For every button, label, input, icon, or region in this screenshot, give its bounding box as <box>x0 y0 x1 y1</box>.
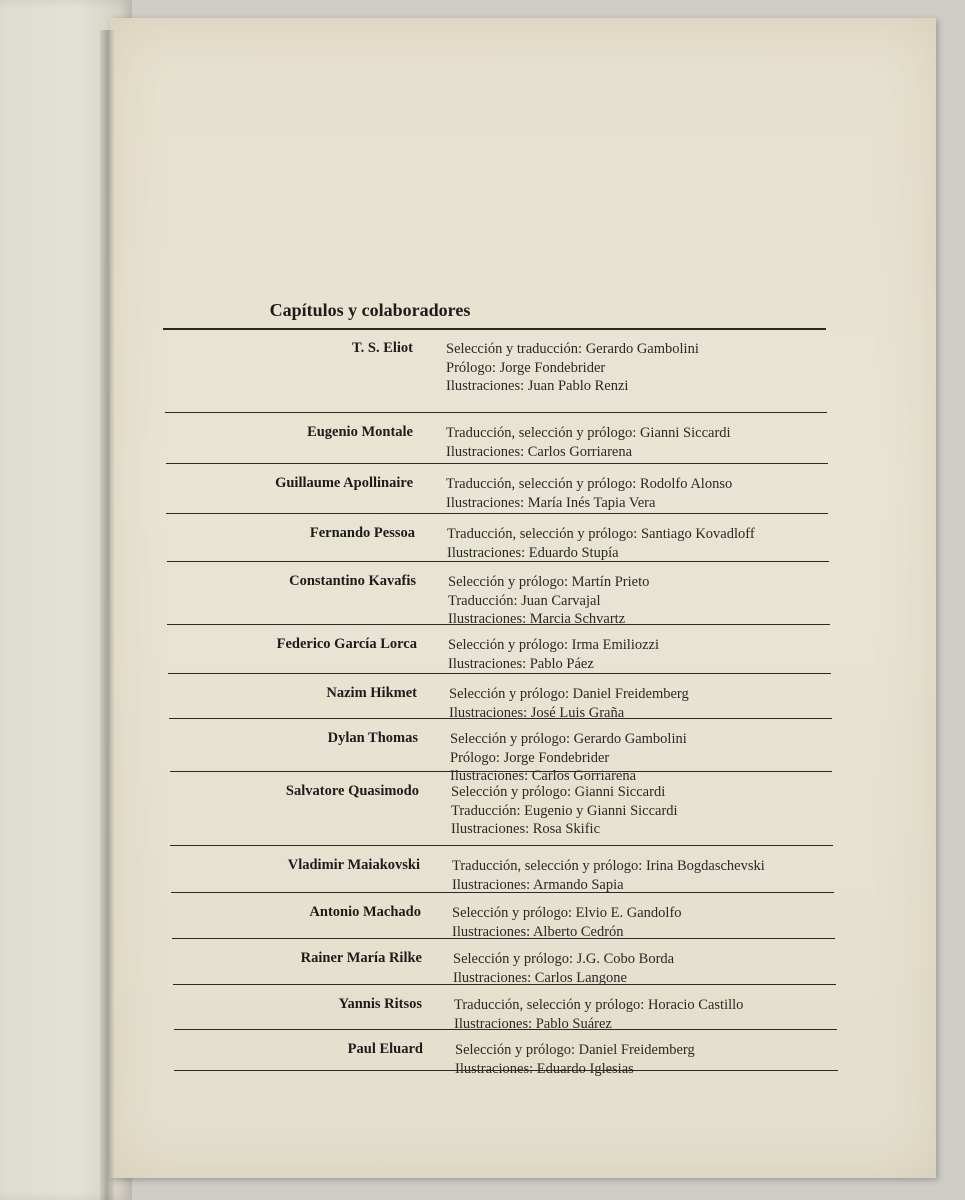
credit-line: Prólogo: Jorge Fondebrider <box>450 749 610 766</box>
credit-line: Ilustraciones: Alberto Cedrón <box>452 923 624 940</box>
author-name: Constantino Kavafis <box>289 573 416 589</box>
credit-line: Selección y prólogo: J.G. Cobo Borda <box>453 951 675 967</box>
credit-line: Traducción, selección y prólogo: Horacio Castillo <box>454 997 744 1013</box>
credits-block <box>452 857 765 894</box>
credits-block <box>451 783 678 839</box>
row-divider <box>166 463 828 464</box>
credit-line: Traducción: Juan Carvajal <box>448 592 601 609</box>
author-name: Yannis Ritsos <box>338 996 422 1012</box>
credit-line: Traducción: Eugenio y Gianni Siccardi <box>451 802 678 819</box>
credit-line: Ilustraciones: Carlos Gorriarena <box>450 768 637 784</box>
credit-line: Ilustraciones: Juan Pablo Renzi <box>446 378 629 394</box>
credits-block <box>448 573 649 629</box>
credit-line: Ilustraciones: María Inés Tapia Vera <box>446 494 656 511</box>
credit-line: Traducción, selección y prólogo: Gianni Siccardi <box>446 425 731 441</box>
credits-block <box>448 636 659 673</box>
credit-line: Ilustraciones: Marcia Schvartz <box>448 611 626 627</box>
credit-line: Ilustraciones: Rosa Skific <box>451 821 601 837</box>
credit-line: Ilustraciones: Armando Sapia <box>452 876 624 893</box>
credits-block <box>446 340 699 396</box>
author-name: Federico García Lorca <box>276 636 417 652</box>
credit-line: Traducción, selección y prólogo: Irina Bogdaschevski <box>452 858 765 874</box>
credits-block <box>455 1041 695 1078</box>
author-name: Paul Eluard <box>347 1041 423 1057</box>
author-name: Antonio Machado <box>309 904 421 920</box>
credit-line: Selección y prólogo: Elvio E. Gandolfo <box>452 905 682 921</box>
credit-line: Prólogo: Jorge Fondebrider <box>446 359 606 376</box>
author-name: Dylan Thomas <box>327 730 418 746</box>
credits-block <box>452 904 682 941</box>
credit-line: Ilustraciones: José Luis Graña <box>449 704 625 721</box>
credits-block <box>446 475 732 512</box>
credit-line: Ilustraciones: Carlos Langone <box>453 969 627 986</box>
credit-line: Selección y prólogo: Gerardo Gambolini <box>450 731 687 747</box>
credit-line: Selección y prólogo: Martín Prieto <box>448 574 650 590</box>
credit-line: Ilustraciones: Eduardo Iglesias <box>455 1060 634 1077</box>
credits-block <box>450 730 687 786</box>
row-divider <box>168 673 831 674</box>
page-title: Capítulos y colaboradores <box>269 300 471 320</box>
author-name: Vladimir Maiakovski <box>287 857 420 873</box>
row-divider <box>170 845 833 846</box>
author-name: Guillaume Apollinaire <box>275 475 413 491</box>
row-divider <box>165 412 827 413</box>
credit-line: Ilustraciones: Pablo Páez <box>448 655 594 672</box>
credit-line: Traducción, selección y prólogo: Rodolfo Alonso <box>446 476 733 492</box>
credits-block <box>454 996 743 1033</box>
heading-rule <box>163 328 826 330</box>
author-name: Salvatore Quasimodo <box>285 783 419 799</box>
credit-line: Selección y traducción: Gerardo Gambolini <box>446 341 699 357</box>
credits-block <box>453 950 674 987</box>
author-name: Eugenio Montale <box>307 424 413 440</box>
author-name: Fernando Pessoa <box>309 525 415 541</box>
credit-line: Traducción, selección y prólogo: Santiago Kovadloff <box>447 526 755 542</box>
author-name: Rainer María Rilke <box>300 950 422 966</box>
credit-line: Selección y prólogo: Irma Emiliozzi <box>448 637 659 653</box>
author-name: Nazim Hikmet <box>326 685 417 701</box>
credits-block <box>447 525 755 562</box>
credits-block <box>449 685 689 722</box>
credit-line: Selección y prólogo: Daniel Freidemberg <box>449 686 689 702</box>
credit-line: Ilustraciones: Pablo Suárez <box>454 1015 612 1032</box>
credit-line: Selección y prólogo: Daniel Freidemberg <box>455 1042 695 1058</box>
credit-line: Selección y prólogo: Gianni Siccardi <box>451 784 666 800</box>
row-divider <box>166 513 828 514</box>
author-name: T. S. Eliot <box>352 340 413 356</box>
credit-line: Ilustraciones: Carlos Gorriarena <box>446 443 633 460</box>
credits-block <box>446 424 731 461</box>
credit-line: Ilustraciones: Eduardo Stupía <box>447 544 619 561</box>
